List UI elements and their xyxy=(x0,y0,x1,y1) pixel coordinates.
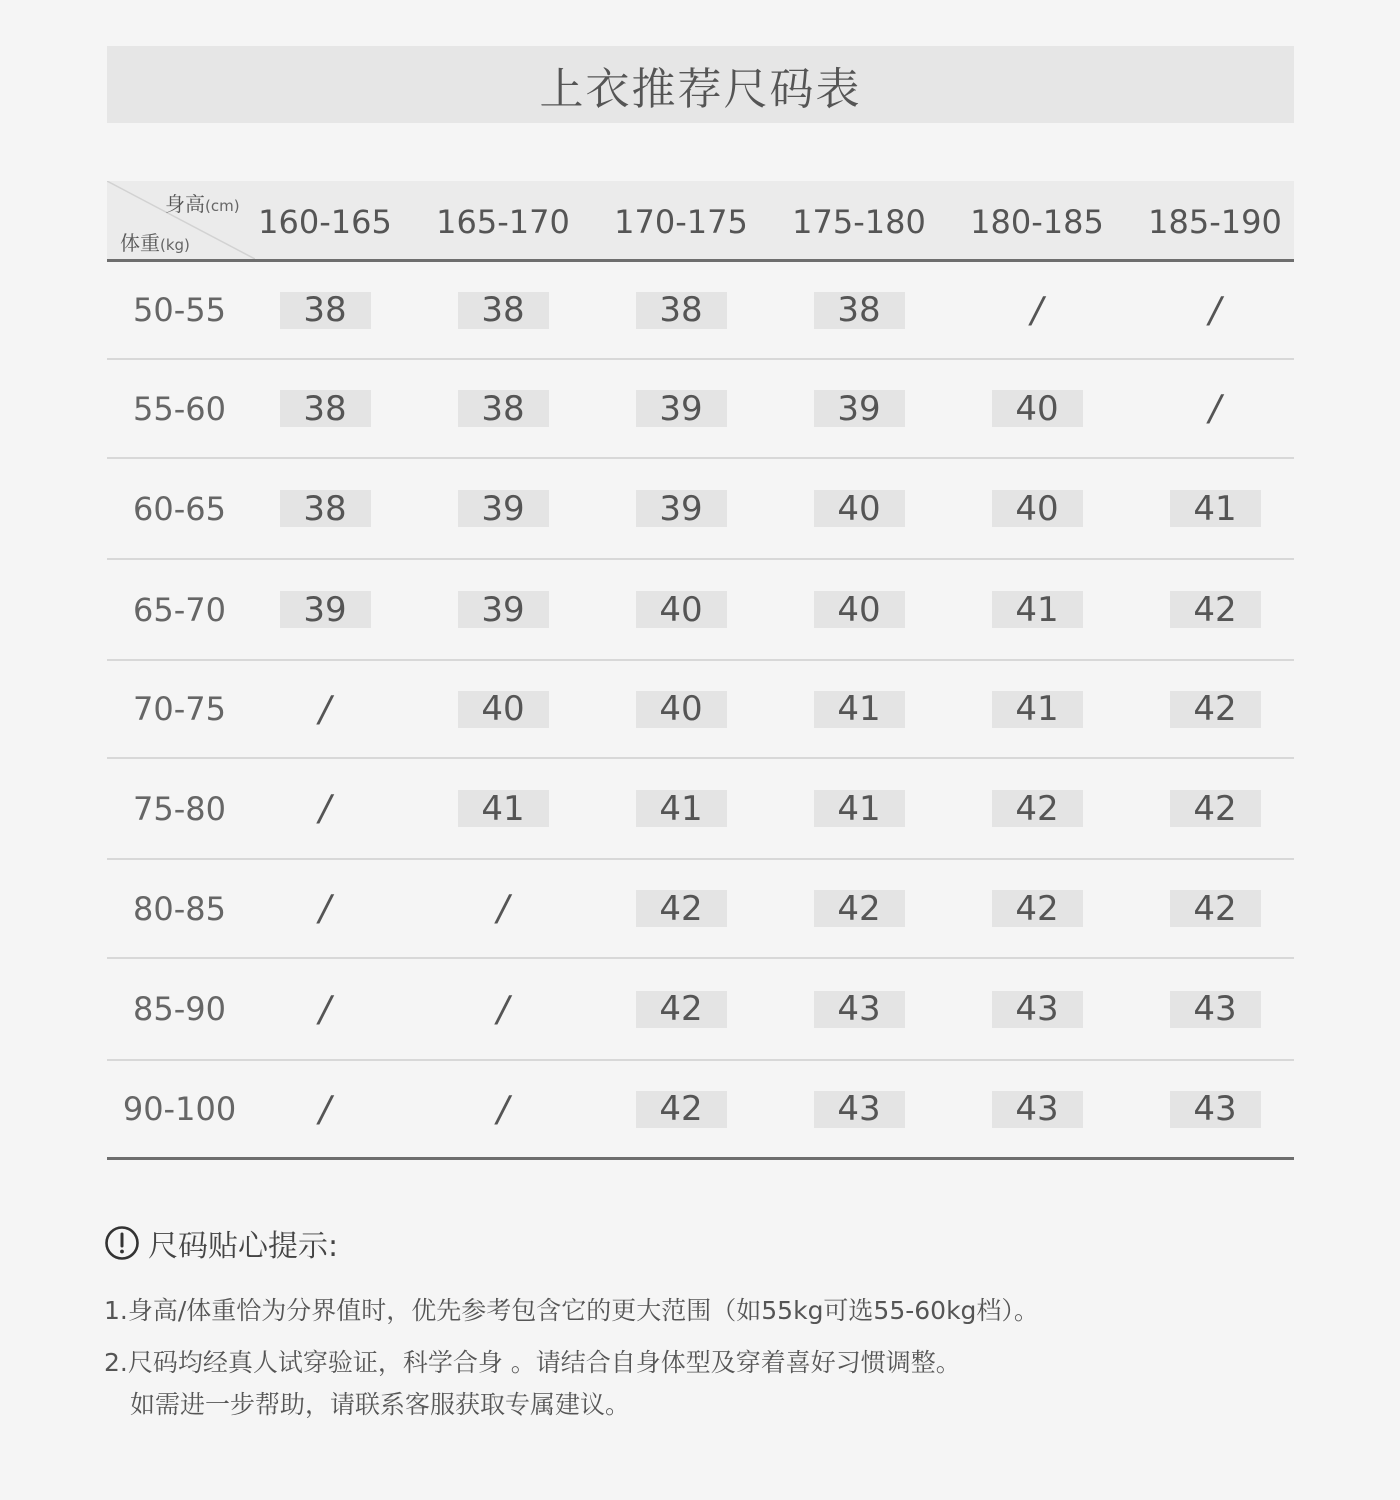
tip-line-2: 2.尺码均经真人试穿验证，科学合身 。请结合自身体型及穿着喜好习惯调整。 xyxy=(104,1348,961,1377)
size-value: 40 xyxy=(458,691,549,728)
table-cell xyxy=(1126,860,1304,957)
size-value: 40 xyxy=(814,591,905,628)
size-value: 43 xyxy=(814,1091,905,1128)
size-value: 38 xyxy=(280,390,371,427)
column-header: 165-170 xyxy=(436,203,570,241)
size-value: 39 xyxy=(458,591,549,628)
table-cell xyxy=(592,459,770,558)
size-value: 43 xyxy=(992,991,1083,1028)
table-cell xyxy=(592,860,770,957)
table-cell xyxy=(770,262,948,358)
table-cell xyxy=(770,1061,948,1157)
size-value: 40 xyxy=(636,591,727,628)
size-value: 38 xyxy=(280,292,371,329)
table-cell xyxy=(236,661,414,757)
size-value: 39 xyxy=(636,490,727,527)
table-cell xyxy=(236,1061,414,1157)
row-weight-label: 85-90 xyxy=(133,990,226,1028)
table-cell xyxy=(1126,262,1304,358)
size-value: 43 xyxy=(1170,991,1261,1028)
table-cell xyxy=(948,459,1126,558)
column-header: 160-165 xyxy=(258,203,392,241)
size-value: 40 xyxy=(636,691,727,728)
table-cell xyxy=(236,459,414,558)
row-weight-label: 90-100 xyxy=(122,1090,237,1128)
table-cell xyxy=(414,1061,592,1157)
size-value: 42 xyxy=(1170,591,1261,628)
table-cell xyxy=(948,262,1126,358)
size-unavailable: / xyxy=(496,888,510,929)
size-value: 39 xyxy=(814,390,905,427)
table-cell xyxy=(770,959,948,1059)
table-cell xyxy=(770,459,948,558)
table-cell xyxy=(414,560,592,659)
table-cell xyxy=(1126,759,1304,858)
table-cell xyxy=(770,560,948,659)
size-value: 42 xyxy=(814,890,905,927)
tip-line-1: 1.身高/体重恰为分界值时，优先参考包含它的更大范围（如55kg可选55-60kg档）。 xyxy=(104,1296,1039,1325)
table-cell xyxy=(948,360,1126,457)
height-axis-label: 身高(cm) xyxy=(165,192,240,216)
table-cell xyxy=(948,959,1126,1059)
table-cell xyxy=(592,959,770,1059)
table-cell xyxy=(414,262,592,358)
size-value: 41 xyxy=(458,790,549,827)
table-cell xyxy=(414,959,592,1059)
size-value: 40 xyxy=(814,490,905,527)
table-cell xyxy=(414,661,592,757)
table-cell xyxy=(236,860,414,957)
size-value: 41 xyxy=(636,790,727,827)
table-row xyxy=(107,661,1294,759)
size-unavailable: / xyxy=(318,988,332,1030)
table-cell xyxy=(236,759,414,858)
table-cell xyxy=(1126,1061,1304,1157)
table-row xyxy=(107,1061,1294,1160)
size-value: 38 xyxy=(458,390,549,427)
size-value: 42 xyxy=(1170,691,1261,728)
table-row xyxy=(107,459,1294,560)
column-header: 180-185 xyxy=(970,203,1104,241)
size-value: 40 xyxy=(992,490,1083,527)
size-unavailable: / xyxy=(496,988,510,1030)
size-value: 43 xyxy=(992,1091,1083,1128)
size-unavailable: / xyxy=(496,1088,510,1130)
row-weight-label: 50-55 xyxy=(133,291,226,329)
size-table xyxy=(107,181,1294,1160)
table-cell xyxy=(1126,661,1304,757)
size-value: 41 xyxy=(992,591,1083,628)
size-unavailable: / xyxy=(1208,289,1222,331)
table-corner xyxy=(107,181,255,259)
size-unavailable: / xyxy=(318,888,332,929)
size-value: 41 xyxy=(992,691,1083,728)
size-unavailable: / xyxy=(1208,388,1222,429)
table-row xyxy=(107,759,1294,860)
table-cell xyxy=(948,661,1126,757)
size-value: 39 xyxy=(636,390,727,427)
size-unavailable: / xyxy=(318,788,332,829)
size-value: 38 xyxy=(814,292,905,329)
size-value: 41 xyxy=(814,790,905,827)
size-value: 42 xyxy=(992,790,1083,827)
table-cell xyxy=(592,262,770,358)
table-cell xyxy=(414,360,592,457)
table-cell xyxy=(592,1061,770,1157)
size-value: 41 xyxy=(1170,490,1261,527)
size-unavailable: / xyxy=(318,1088,332,1130)
size-value: 41 xyxy=(814,691,905,728)
row-weight-label: 70-75 xyxy=(133,690,226,728)
table-cell xyxy=(948,759,1126,858)
table-cell xyxy=(414,860,592,957)
table-cell xyxy=(592,360,770,457)
table-cell xyxy=(770,860,948,957)
page-title: 上衣推荐尺码表 xyxy=(107,46,1294,123)
size-value: 42 xyxy=(992,890,1083,927)
size-unavailable: / xyxy=(318,688,332,730)
table-cell xyxy=(948,1061,1126,1157)
row-weight-label: 65-70 xyxy=(133,590,226,629)
table-row xyxy=(107,959,1294,1061)
table-cell xyxy=(592,759,770,858)
size-value: 42 xyxy=(636,991,727,1028)
tips-heading xyxy=(104,1224,338,1262)
table-cell xyxy=(414,459,592,558)
table-cell xyxy=(1126,959,1304,1059)
table-cell xyxy=(592,560,770,659)
table-cell xyxy=(592,661,770,757)
table-cell xyxy=(414,759,592,858)
size-unavailable: / xyxy=(1030,289,1044,331)
column-header: 185-190 xyxy=(1148,203,1282,241)
size-value: 38 xyxy=(280,490,371,527)
table-cell xyxy=(770,759,948,858)
table-cell xyxy=(770,360,948,457)
size-value: 43 xyxy=(814,991,905,1028)
size-value: 42 xyxy=(1170,890,1261,927)
size-value: 42 xyxy=(636,1091,727,1128)
table-cell xyxy=(1126,360,1304,457)
exclamation-circle-icon xyxy=(104,1225,140,1261)
table-cell xyxy=(236,262,414,358)
tip-line-3: 如需进一步帮助，请联系客服获取专属建议。 xyxy=(130,1390,631,1419)
table-cell xyxy=(770,661,948,757)
size-value: 42 xyxy=(636,890,727,927)
table-cell xyxy=(948,860,1126,957)
size-value: 40 xyxy=(992,390,1083,427)
column-header: 170-175 xyxy=(614,203,748,241)
table-cell xyxy=(1126,459,1304,558)
table-cell xyxy=(948,560,1126,659)
table-row xyxy=(107,560,1294,661)
row-weight-label: 60-65 xyxy=(133,489,226,528)
row-weight-label: 55-60 xyxy=(133,389,226,428)
table-row xyxy=(107,360,1294,459)
size-value: 42 xyxy=(1170,790,1261,827)
table-cell xyxy=(1126,560,1304,659)
table-row xyxy=(107,860,1294,959)
size-value: 39 xyxy=(458,490,549,527)
size-value: 38 xyxy=(636,292,727,329)
table-row xyxy=(107,262,1294,360)
table-cell xyxy=(236,560,414,659)
table-cell xyxy=(236,959,414,1059)
column-header: 175-180 xyxy=(792,203,926,241)
table-cell xyxy=(236,360,414,457)
tips-heading-text: 尺码贴心提示: xyxy=(148,1229,339,1264)
weight-axis-label: 体重(kg) xyxy=(120,231,190,255)
row-weight-label: 75-80 xyxy=(133,789,226,828)
size-value: 38 xyxy=(458,292,549,329)
size-value: 39 xyxy=(280,591,371,628)
row-weight-label: 80-85 xyxy=(133,889,226,928)
table-header xyxy=(107,181,1294,262)
size-value: 43 xyxy=(1170,1091,1261,1128)
